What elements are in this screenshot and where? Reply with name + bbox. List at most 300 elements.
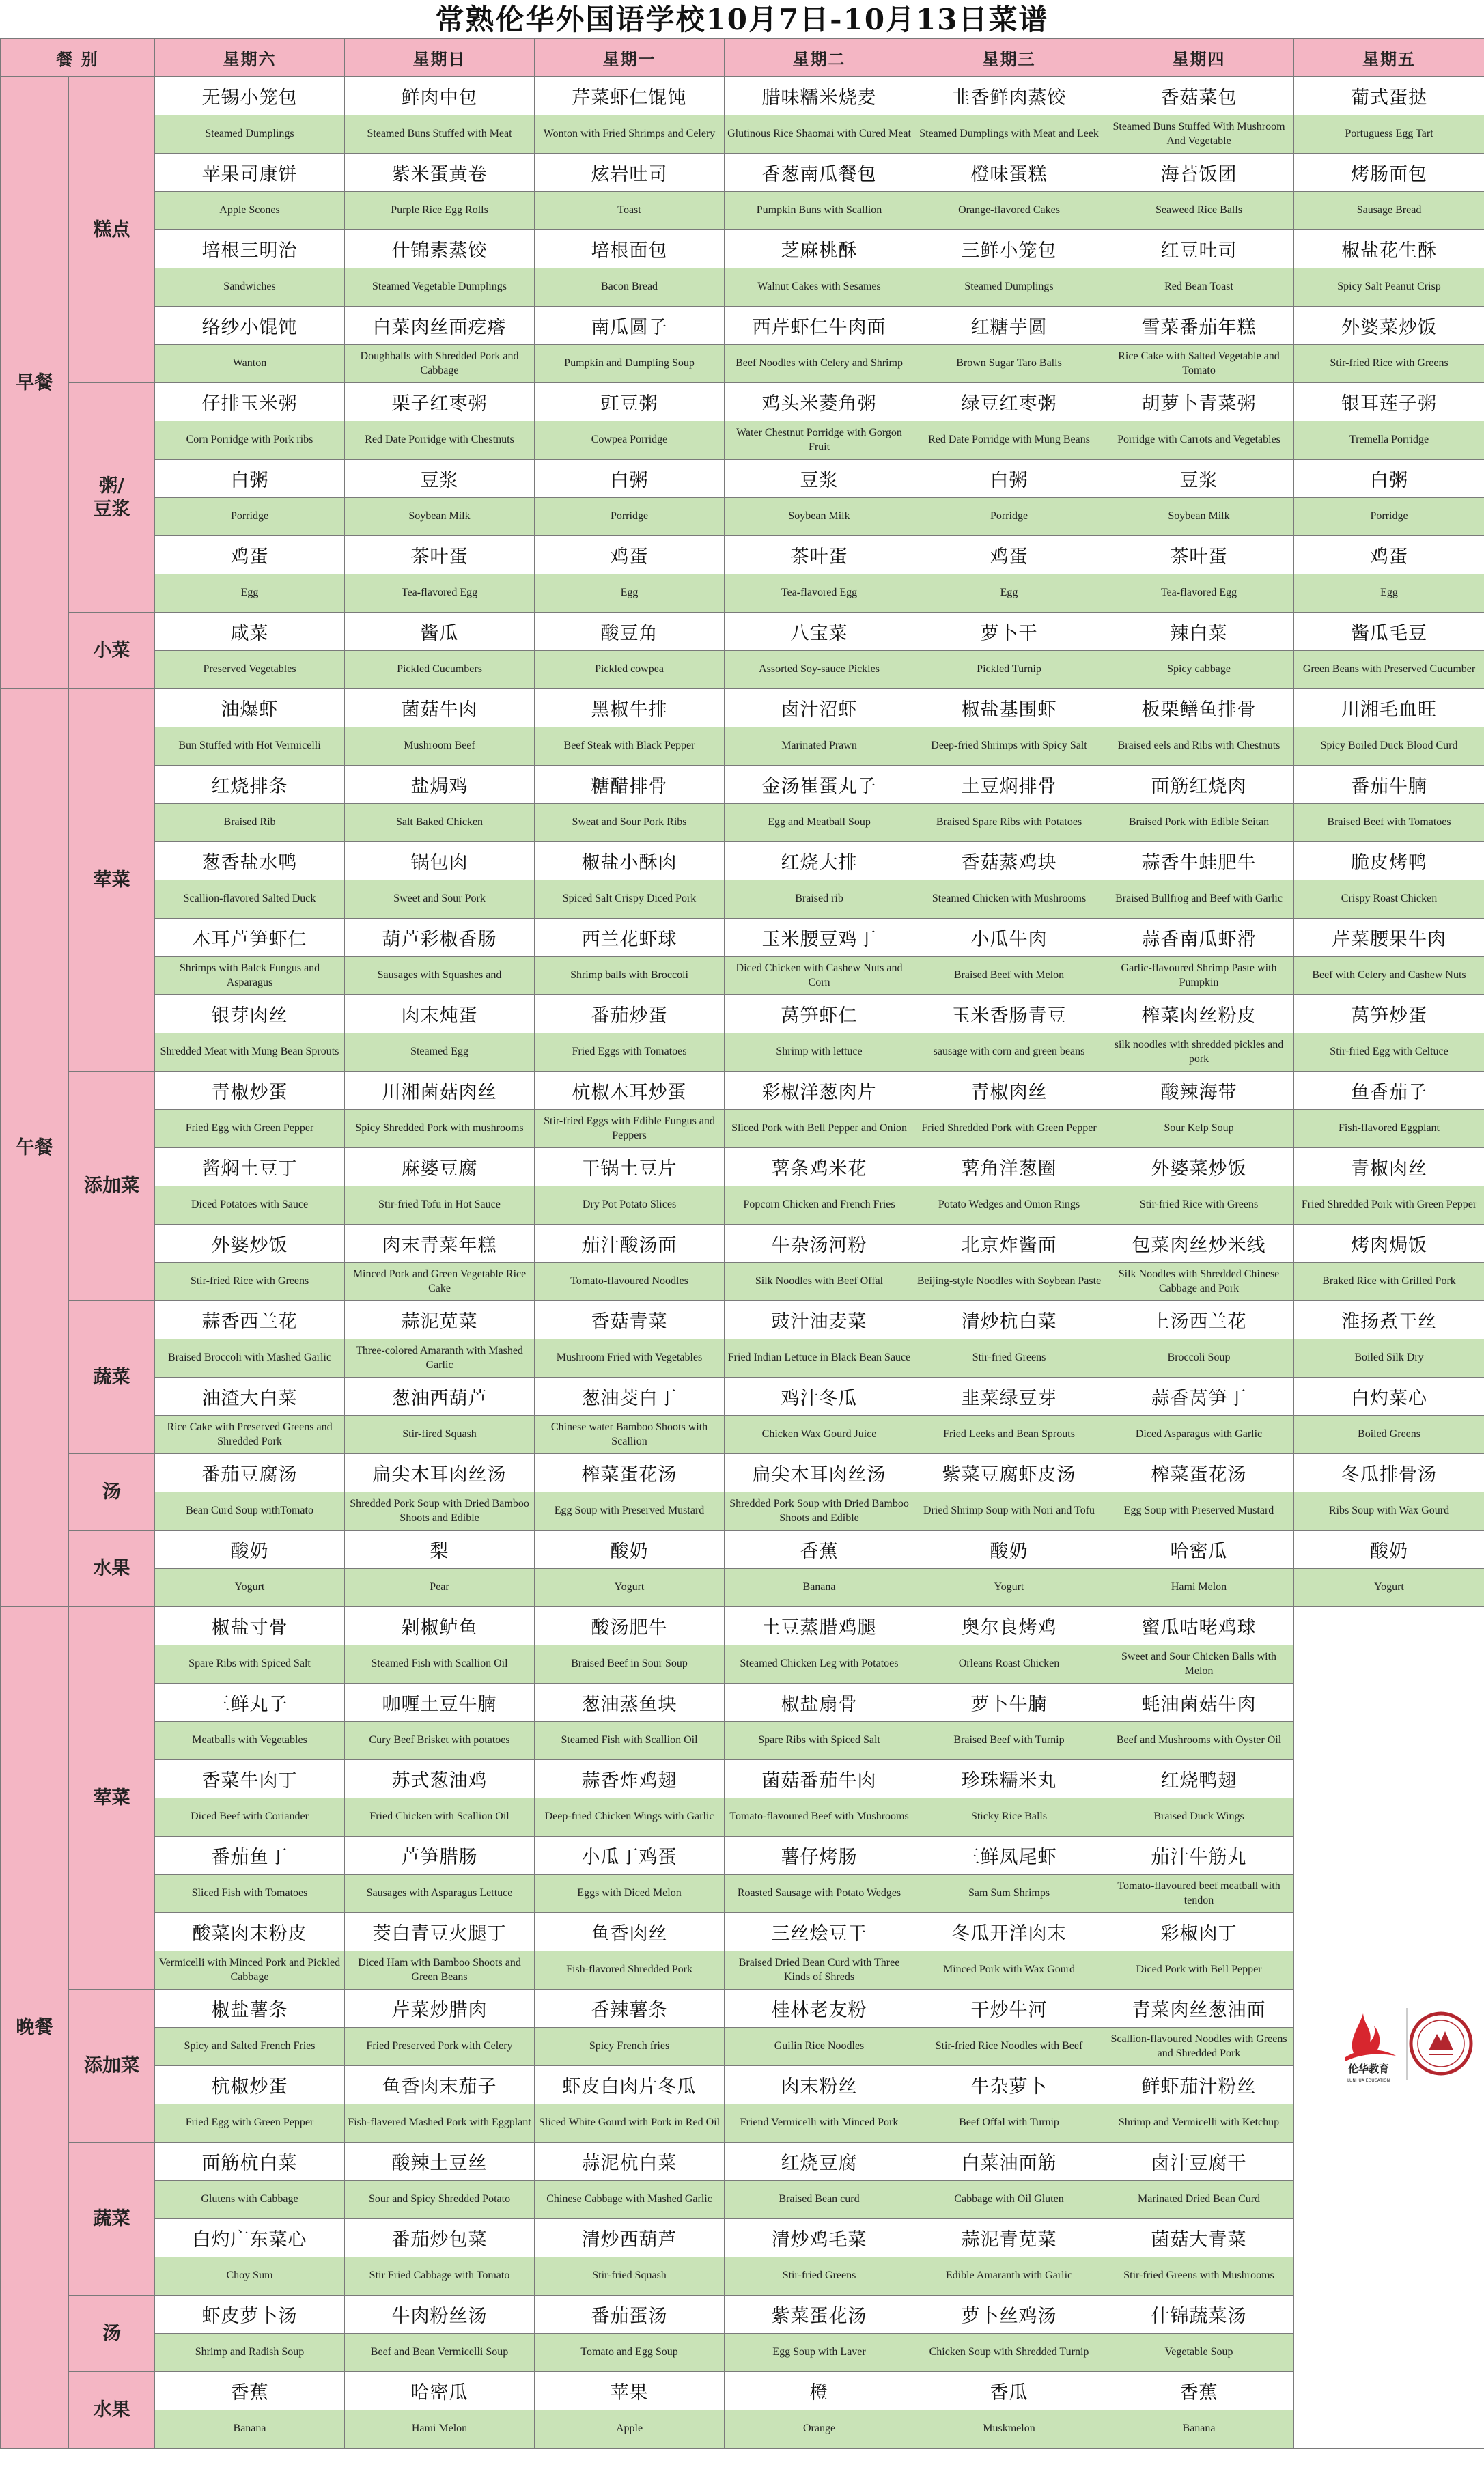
dish-name: 酱瓜毛豆: [1294, 613, 1484, 651]
dish-english-name: Braised Beef with Tomatoes: [1294, 804, 1484, 842]
dish-name: 剁椒鲈鱼: [345, 1607, 535, 1645]
dish-name: 脆皮烤鸭: [1294, 842, 1484, 880]
dish-row: [1, 383, 1484, 421]
dish-english-name: Pear: [345, 1569, 535, 1607]
dish-english-name: Red Date Porridge with Chestnuts: [345, 421, 535, 460]
dish-name: 椒盐小酥肉: [535, 842, 725, 880]
dish-name: 薯条鸡米花: [725, 1148, 914, 1186]
dish-english-name: Boiled Silk Dry: [1294, 1339, 1484, 1378]
dish-english-name: Shredded Pork Soup with Dried Bamboo Shoots and Edible: [725, 1492, 914, 1531]
dish-name: 酸豆角: [535, 613, 725, 651]
dish-name: 香蕉: [155, 2372, 345, 2410]
dish-name: 红烧大排: [725, 842, 914, 880]
dish-english-name: Rice Cake with Salted Vegetable and Tomato: [1104, 345, 1294, 383]
dish-name: 小瓜丁鸡蛋: [535, 1837, 725, 1875]
dish-name: 肉末青菜年糕: [345, 1225, 535, 1263]
dish-name: 豆浆: [1104, 460, 1294, 498]
dish-english-name: Three-colored Amaranth with Mashed Garlic: [345, 1339, 535, 1378]
dish-name: 鱼香茄子: [1294, 1072, 1484, 1110]
dish-name: 豆浆: [345, 460, 535, 498]
svg-text:伦华教育: 伦华教育: [1347, 2063, 1390, 2075]
dish-row: [1, 536, 1484, 574]
dish-english-name: Banana: [725, 1569, 914, 1607]
dish-english-name: Steamed Fish with Scallion Oil: [535, 1722, 725, 1760]
dish-translation-row: [1, 2257, 1484, 2296]
dish-name: 红糖芋圆: [914, 307, 1104, 345]
dish-english-name: Steamed Chicken with Mushrooms: [914, 880, 1104, 919]
dish-name: 蒜泥杭白菜: [535, 2143, 725, 2181]
dish-translation-row: [1, 2181, 1484, 2219]
dish-english-name: Pumpkin and Dumpling Soup: [535, 345, 725, 383]
dish-english-name: Crispy Roast Chicken: [1294, 880, 1484, 919]
day-header: 星期四: [1104, 39, 1294, 77]
dish-name: 白灼广东菜心: [155, 2219, 345, 2257]
dish-translation-row: [1, 2104, 1484, 2143]
dish-english-name: Deep-fried Chicken Wings with Garlic: [535, 1798, 725, 1837]
dish-english-name: Beef Offal with Turnip: [914, 2104, 1104, 2143]
dish-english-name: Minced Pork with Wax Gourd: [914, 1951, 1104, 1990]
dish-english-name: Braised Beef with Melon: [914, 957, 1104, 995]
dish-translation-row: [1, 498, 1484, 536]
dish-english-name: Spicy Boiled Duck Blood Curd: [1294, 727, 1484, 766]
dish-name: 红烧豆腐: [725, 2143, 914, 2181]
dish-row: [1, 154, 1484, 192]
category-label: 蔬菜: [69, 2143, 155, 2296]
dish-name: 椒盐薯条: [155, 1990, 345, 2028]
dish-english-name: Tomato-flavoured Noodles: [535, 1263, 725, 1301]
dish-name: 菌菇番茄牛肉: [725, 1760, 914, 1798]
dish-name: 包菜肉丝炒米线: [1104, 1225, 1294, 1263]
dish-name: 菌菇大青菜: [1104, 2219, 1294, 2257]
dish-name: 银芽肉丝: [155, 995, 345, 1033]
dish-name: 杭椒木耳炒蛋: [535, 1072, 725, 1110]
dish-english-name: Yogurt: [1294, 1569, 1484, 1607]
dish-english-name: Spicy cabbage: [1104, 651, 1294, 689]
category-label: 蔬菜: [69, 1301, 155, 1454]
dish-row: [1, 1760, 1484, 1798]
category-label: 汤: [69, 1454, 155, 1531]
dish-english-name: Purple Rice Egg Rolls: [345, 192, 535, 230]
lunhua-logo: [1333, 2000, 1476, 2089]
dish-english-name: Braised eels and Ribs with Chestnuts: [1104, 727, 1294, 766]
dish-english-name: Diced Pork with Bell Pepper: [1104, 1951, 1294, 1990]
dish-name: 香葱南瓜餐包: [725, 154, 914, 192]
dish-name: 肉末粉丝: [725, 2066, 914, 2104]
dish-english-name: Braised Beef in Sour Soup: [535, 1645, 725, 1684]
dish-name: 香菇青菜: [535, 1301, 725, 1339]
dish-english-name: Green Beans with Preserved Cucumber: [1294, 651, 1484, 689]
dish-name: 香菇菜包: [1104, 77, 1294, 115]
dish-name: 椒盐扇骨: [725, 1684, 914, 1722]
dish-english-name: Friend Vermicelli with Minced Pork: [725, 2104, 914, 2143]
dish-name: 茶叶蛋: [345, 536, 535, 574]
dish-english-name: Spicy Salt Peanut Crisp: [1294, 268, 1484, 307]
dish-english-name: Cury Beef Brisket with potatoes: [345, 1722, 535, 1760]
dish-english-name: Steamed Fish with Scallion Oil: [345, 1645, 535, 1684]
dish-name: 牛杂萝卜: [914, 2066, 1104, 2104]
dish-english-name: Soybean Milk: [1104, 498, 1294, 536]
dish-translation-row: [1, 574, 1484, 613]
dish-name: 冬瓜开洋肉末: [914, 1913, 1104, 1951]
dish-english-name: Sweat and Sour Pork Ribs: [535, 804, 725, 842]
day-header: 星期六: [155, 39, 345, 77]
dish-english-name: Tomato-flavoured Beef with Mushrooms: [725, 1798, 914, 1837]
dish-english-name: Braked Rice with Grilled Pork: [1294, 1263, 1484, 1301]
dish-name: 奥尔良烤鸡: [914, 1607, 1104, 1645]
dish-english-name: sausage with corn and green beans: [914, 1033, 1104, 1072]
dish-translation-row: [1, 1951, 1484, 1990]
dish-name: 紫菜豆腐虾皮汤: [914, 1454, 1104, 1492]
dish-english-name: Sandwiches: [155, 268, 345, 307]
dish-name: 西兰花虾球: [535, 919, 725, 957]
dish-name: 豉汁油麦菜: [725, 1301, 914, 1339]
dish-english-name: Portuguess Egg Tart: [1294, 115, 1484, 154]
dish-name: 葡式蛋挞: [1294, 77, 1484, 115]
dish-english-name: Spicy French fries: [535, 2028, 725, 2066]
dish-english-name: Porridge: [155, 498, 345, 536]
dish-english-name: Egg Soup with Laver: [725, 2334, 914, 2372]
dish-english-name: silk noodles with shredded pickles and pork: [1104, 1033, 1294, 1072]
dish-english-name: Garlic-flavoured Shrimp Paste with Pumpkin: [1104, 957, 1294, 995]
dish-row: [1, 1378, 1484, 1416]
dish-english-name: Stir-fried Rice with Greens: [1294, 345, 1484, 383]
dish-name: 八宝菜: [725, 613, 914, 651]
dish-english-name: Salt Baked Chicken: [345, 804, 535, 842]
dish-name: 什锦素蒸饺: [345, 230, 535, 268]
dish-english-name: Sweet and Sour Pork: [345, 880, 535, 919]
dish-english-name: Marinated Dried Bean Curd: [1104, 2181, 1294, 2219]
dish-name: 彩椒肉丁: [1104, 1913, 1294, 1951]
dish-row: [1, 2296, 1484, 2334]
dish-english-name: Beijing-style Noodles with Soybean Paste: [914, 1263, 1104, 1301]
dish-english-name: Fried Preserved Pork with Celery: [345, 2028, 535, 2066]
dish-english-name: Glutens with Cabbage: [155, 2181, 345, 2219]
dish-translation-row: [1, 957, 1484, 995]
dish-row: [1, 1531, 1484, 1569]
dish-name: 红豆吐司: [1104, 230, 1294, 268]
day-header: 星期一: [535, 39, 725, 77]
dish-row: [1, 1148, 1484, 1186]
dish-english-name: Cowpea Porridge: [535, 421, 725, 460]
dish-english-name: Shrimp and Vermicelli with Ketchup: [1104, 2104, 1294, 2143]
dish-name: 咖喱土豆牛腩: [345, 1684, 535, 1722]
dish-english-name: Yogurt: [535, 1569, 725, 1607]
dish-english-name: Stir-fried Rice with Greens: [1104, 1186, 1294, 1225]
dish-english-name: Stir-fried Rice Noodles with Beef: [914, 2028, 1104, 2066]
dish-name: 卤汁豆腐干: [1104, 2143, 1294, 2181]
dish-english-name: Water Chestnut Porridge with Gorgon Fruit: [725, 421, 914, 460]
dish-english-name: Vermicelli with Minced Pork and Pickled Cabbage: [155, 1951, 345, 1990]
dish-name: 上汤西兰花: [1104, 1301, 1294, 1339]
dish-name: 玉米香肠青豆: [914, 995, 1104, 1033]
dish-english-name: Egg and Meatball Soup: [725, 804, 914, 842]
dish-english-name: Fried Shredded Pork with Green Pepper: [914, 1110, 1104, 1148]
dish-translation-row: [1, 1186, 1484, 1225]
dish-english-name: Egg: [1294, 574, 1484, 613]
dish-english-name: Muskmelon: [914, 2410, 1104, 2449]
dish-english-name: Steamed Buns Stuffed With Mushroom And Vegetable: [1104, 115, 1294, 154]
dish-english-name: Pickled Cucumbers: [345, 651, 535, 689]
dish-row: [1, 919, 1484, 957]
menu-table: [0, 38, 1484, 2449]
dish-name: 淮扬煮干丝: [1294, 1301, 1484, 1339]
dish-english-name: Dry Pot Potato Slices: [535, 1186, 725, 1225]
flame-icon: [1345, 2013, 1396, 2061]
dish-translation-row: [1, 727, 1484, 766]
dish-translation-row: [1, 804, 1484, 842]
dish-english-name: Sam Sum Shrimps: [914, 1875, 1104, 1913]
dish-name: 海苔饭团: [1104, 154, 1294, 192]
dish-name: 鸡头米菱角粥: [725, 383, 914, 421]
dish-english-name: Hami Melon: [345, 2410, 535, 2449]
meal-label: 午餐: [1, 689, 69, 1607]
dish-english-name: Diced Asparagus with Garlic: [1104, 1416, 1294, 1454]
dish-english-name: Choy Sum: [155, 2257, 345, 2296]
dish-name: 清炒西葫芦: [535, 2219, 725, 2257]
dish-name: 酸奶: [914, 1531, 1104, 1569]
dish-translation-row: [1, 1492, 1484, 1531]
dish-name: 番茄豆腐汤: [155, 1454, 345, 1492]
dish-english-name: Ribs Soup with Wax Gourd: [1294, 1492, 1484, 1531]
dish-english-name: Wonton with Fried Shrimps and Celery: [535, 115, 725, 154]
dish-name: 香蕉: [1104, 2372, 1294, 2410]
dish-name: 彩椒洋葱肉片: [725, 1072, 914, 1110]
dish-name: 菌菇牛肉: [345, 689, 535, 727]
dish-english-name: Cabbage with Oil Gluten: [914, 2181, 1104, 2219]
dish-row: [1, 842, 1484, 880]
dish-row: [1, 2219, 1484, 2257]
dish-english-name: Shrimp with lettuce: [725, 1033, 914, 1072]
dish-english-name: Pickled cowpea: [535, 651, 725, 689]
dish-english-name: Stir-fried Egg with Celtuce: [1294, 1033, 1484, 1072]
meal-label: 早餐: [1, 77, 69, 689]
dish-english-name: Meatballs with Vegetables: [155, 1722, 345, 1760]
dish-english-name: Sausages with Squashes and: [345, 957, 535, 995]
dish-name: 桂林老友粉: [725, 1990, 914, 2028]
dish-english-name: Egg Soup with Preserved Mustard: [535, 1492, 725, 1531]
dish-english-name: Tremella Porridge: [1294, 421, 1484, 460]
dish-english-name: Sliced White Gourd with Pork in Red Oil: [535, 2104, 725, 2143]
dish-english-name: Sliced Fish with Tomatoes: [155, 1875, 345, 1913]
dish-english-name: Soybean Milk: [725, 498, 914, 536]
meal-header: 餐 别: [1, 39, 155, 77]
dish-english-name: Popcorn Chicken and French Fries: [725, 1186, 914, 1225]
dish-name: 干锅土豆片: [535, 1148, 725, 1186]
dish-name: 鱼香肉丝: [535, 1913, 725, 1951]
dish-english-name: Broccoli Soup: [1104, 1339, 1294, 1378]
dish-english-name: Sticky Rice Balls: [914, 1798, 1104, 1837]
dish-english-name: Chicken Wax Gourd Juice: [725, 1416, 914, 1454]
dish-english-name: Sausages with Asparagus Lettuce: [345, 1875, 535, 1913]
dish-name: 土豆蒸腊鸡腿: [725, 1607, 914, 1645]
dish-name: 葱油茭白丁: [535, 1378, 725, 1416]
category-label: 添加菜: [69, 1990, 155, 2143]
dish-english-name: Porridge with Carrots and Vegetables: [1104, 421, 1294, 460]
dish-row: [1, 1301, 1484, 1339]
dish-row: [1, 460, 1484, 498]
dish-english-name: Egg: [914, 574, 1104, 613]
dish-english-name: Apple Scones: [155, 192, 345, 230]
dish-name: 外婆菜炒饭: [1104, 1148, 1294, 1186]
dish-english-name: Steamed Dumplings: [155, 115, 345, 154]
dish-name: 薯角洋葱圈: [914, 1148, 1104, 1186]
dish-name: 椒盐花生酥: [1294, 230, 1484, 268]
category-label: 汤: [69, 2296, 155, 2372]
dish-english-name: Shrimps with Balck Fungus and Asparagus: [155, 957, 345, 995]
dish-name: 锅包肉: [345, 842, 535, 880]
dish-name: 香菇蒸鸡块: [914, 842, 1104, 880]
dish-english-name: Stir-fired Squash: [345, 1416, 535, 1454]
dish-name: 外婆炒饭: [155, 1225, 345, 1263]
dish-name: 酸菜肉末粉皮: [155, 1913, 345, 1951]
dish-name: 番茄炒蛋: [535, 995, 725, 1033]
dish-english-name: Banana: [155, 2410, 345, 2449]
dish-translation-row: [1, 1033, 1484, 1072]
dish-name: 鸡蛋: [1294, 536, 1484, 574]
dish-english-name: Hami Melon: [1104, 1569, 1294, 1607]
dish-english-name: Eggs with Diced Melon: [535, 1875, 725, 1913]
dish-name: 银耳莲子粥: [1294, 383, 1484, 421]
dish-english-name: Pumpkin Buns with Scallion: [725, 192, 914, 230]
category-label: 糕点: [69, 77, 155, 383]
dish-name: 白粥: [155, 460, 345, 498]
dish-name: 鲜虾茄汁粉丝: [1104, 2066, 1294, 2104]
dish-name: 葱香盐水鸭: [155, 842, 345, 880]
dish-english-name: Egg: [155, 574, 345, 613]
dish-name: 络纱小馄饨: [155, 307, 345, 345]
dish-english-name: Mushroom Fried with Vegetables: [535, 1339, 725, 1378]
dish-translation-row: [1, 115, 1484, 154]
dish-name: 酸辣土豆丝: [345, 2143, 535, 2181]
dish-translation-row: [1, 1110, 1484, 1148]
dish-english-name: Diced Ham with Bamboo Shoots and Green Beans: [345, 1951, 535, 1990]
dish-english-name: Toast: [535, 192, 725, 230]
dish-name: 葱油西葫芦: [345, 1378, 535, 1416]
dish-english-name: Potato Wedges and Onion Rings: [914, 1186, 1104, 1225]
dish-name: 芹菜炒腊肉: [345, 1990, 535, 2028]
dish-name: 卤汁沼虾: [725, 689, 914, 727]
dish-english-name: Guilin Rice Noodles: [725, 2028, 914, 2066]
dish-english-name: Braised Dried Bean Curd with Three Kinds of Shreds: [725, 1951, 914, 1990]
dish-translation-row: [1, 1722, 1484, 1760]
dish-english-name: Dried Shrimp Soup with Nori and Tofu: [914, 1492, 1104, 1531]
dish-english-name: Tea-flavored Egg: [1104, 574, 1294, 613]
dish-name: 莴笋虾仁: [725, 995, 914, 1033]
dish-name: 三丝烩豆干: [725, 1913, 914, 1951]
dish-name: 无锡小笼包: [155, 77, 345, 115]
dish-english-name: Egg: [535, 574, 725, 613]
category-label: 水果: [69, 2372, 155, 2449]
dish-name: 橙: [725, 2372, 914, 2410]
dish-english-name: Orleans Roast Chicken: [914, 1645, 1104, 1684]
dish-name: 酱瓜: [345, 613, 535, 651]
dish-name: 蒜香西兰花: [155, 1301, 345, 1339]
dish-name: 番茄牛腩: [1294, 766, 1484, 804]
dish-name: 白灼菜心: [1294, 1378, 1484, 1416]
dish-name: 咸菜: [155, 613, 345, 651]
dish-name: 茭白青豆火腿丁: [345, 1913, 535, 1951]
dish-name: 红烧排条: [155, 766, 345, 804]
dish-name: 茶叶蛋: [725, 536, 914, 574]
dish-name: 白粥: [535, 460, 725, 498]
dish-row: [1, 307, 1484, 345]
dish-name: 牛肉粉丝汤: [345, 2296, 535, 2334]
dish-name: 三鲜丸子: [155, 1684, 345, 1722]
dish-name: 酱焖土豆丁: [155, 1148, 345, 1186]
dish-name: 清炒鸡毛菜: [725, 2219, 914, 2257]
dish-name: 蒜香牛蛙肥牛: [1104, 842, 1294, 880]
day-header: 星期日: [345, 39, 535, 77]
dish-english-name: Silk Noodles with Beef Offal: [725, 1263, 914, 1301]
dish-name: 干炒牛河: [914, 1990, 1104, 2028]
dish-english-name: Apple: [535, 2410, 725, 2449]
dish-name: 冬瓜排骨汤: [1294, 1454, 1484, 1492]
dish-translation-row: [1, 1569, 1484, 1607]
dish-english-name: Braised Duck Wings: [1104, 1798, 1294, 1837]
dish-english-name: Stir-fried Eggs with Edible Fungus and Peppers: [535, 1110, 725, 1148]
dish-name: 萝卜丝鸡汤: [914, 2296, 1104, 2334]
dish-english-name: Spare Ribs with Spiced Salt: [725, 1722, 914, 1760]
dish-name: 茄汁酸汤面: [535, 1225, 725, 1263]
dish-english-name: Fried Egg with Green Pepper: [155, 2104, 345, 2143]
dish-english-name: Yogurt: [155, 1569, 345, 1607]
dish-english-name: Corn Porridge with Pork ribs: [155, 421, 345, 460]
dish-english-name: Assorted Soy-sauce Pickles: [725, 651, 914, 689]
dish-name: 虾皮萝卜汤: [155, 2296, 345, 2334]
dish-name: 榨菜蛋花汤: [1104, 1454, 1294, 1492]
dish-name: 橙味蛋糕: [914, 154, 1104, 192]
dish-row: [1, 1684, 1484, 1722]
dish-english-name: Braised Bean curd: [725, 2181, 914, 2219]
dish-english-name: Rice Cake with Preserved Greens and Shredded Pork: [155, 1416, 345, 1454]
dish-english-name: Red Bean Toast: [1104, 268, 1294, 307]
dish-name: 茶叶蛋: [1104, 536, 1294, 574]
day-header: 星期二: [725, 39, 914, 77]
dish-name: 番茄鱼丁: [155, 1837, 345, 1875]
dish-name: 榨菜肉丝粉皮: [1104, 995, 1294, 1033]
dish-name: 仔排玉米粥: [155, 383, 345, 421]
dish-english-name: Stir Fried Cabbage with Tomato: [345, 2257, 535, 2296]
dish-name: 川湘毛血旺: [1294, 689, 1484, 727]
dish-english-name: Tea-flavored Egg: [345, 574, 535, 613]
dish-english-name: Orange: [725, 2410, 914, 2449]
dish-english-name: Roasted Sausage with Potato Wedges: [725, 1875, 914, 1913]
dish-english-name: Vegetable Soup: [1104, 2334, 1294, 2372]
dish-name: 青椒炒蛋: [155, 1072, 345, 1110]
dish-name: 清炒杭白菜: [914, 1301, 1104, 1339]
dish-english-name: Porridge: [535, 498, 725, 536]
dish-row: [1, 689, 1484, 727]
dish-english-name: Beef with Celery and Cashew Nuts: [1294, 957, 1484, 995]
dish-name: 麻婆豆腐: [345, 1148, 535, 1186]
dish-name: 盐焗鸡: [345, 766, 535, 804]
dish-name: 什锦蔬菜汤: [1104, 2296, 1294, 2334]
dish-row: [1, 77, 1484, 115]
dish-english-name: Stir-fried Squash: [535, 2257, 725, 2296]
dish-name: 青菜肉丝葱油面: [1104, 1990, 1294, 2028]
dish-english-name: Porridge: [1294, 498, 1484, 536]
dish-english-name: Fried Chicken with Scallion Oil: [345, 1798, 535, 1837]
dish-row: [1, 613, 1484, 651]
dish-translation-row: [1, 1875, 1484, 1913]
dish-name: 莴笋炒蛋: [1294, 995, 1484, 1033]
dish-name: 酸汤肥牛: [535, 1607, 725, 1645]
dish-row: [1, 230, 1484, 268]
dish-english-name: Fried Indian Lettuce in Black Bean Sauce: [725, 1339, 914, 1378]
dish-name: 白菜油面筋: [914, 2143, 1104, 2181]
dish-name: 苏式葱油鸡: [345, 1760, 535, 1798]
dish-row: [1, 1225, 1484, 1263]
